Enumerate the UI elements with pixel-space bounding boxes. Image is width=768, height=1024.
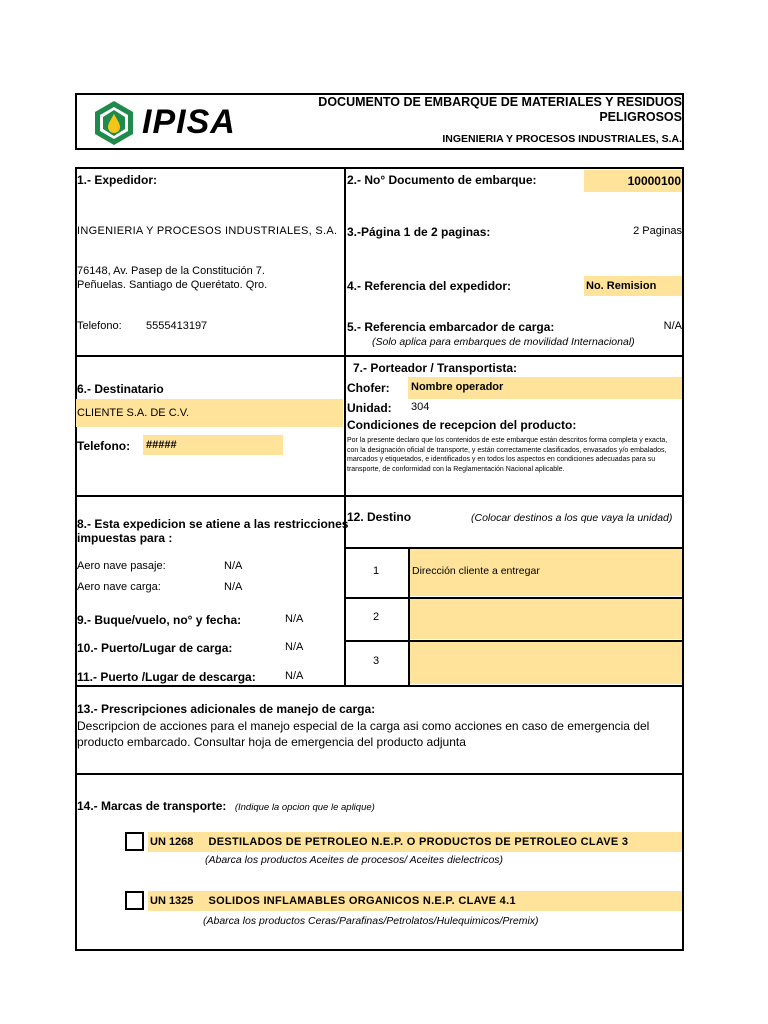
puerto-descarga-label: 11.- Puerto /Lugar de descarga:: [77, 670, 256, 684]
destinatario-label: 6.- Destinatario: [77, 382, 164, 396]
ref-embarcador-note: (Solo aplica para embarques de movilidad Internacional): [372, 336, 635, 348]
ref-expedidor-label: 4.- Referencia del expedidor:: [347, 279, 512, 293]
puerto-descarga-value: N/A: [285, 670, 304, 682]
buque-value: N/A: [285, 613, 304, 625]
aero-carga-label: Aero nave carga:: [77, 581, 161, 593]
destino-row-1-value[interactable]: Dirección cliente a entregar: [410, 549, 682, 596]
destino-note: (Colocar destinos a los que vaya la unidad): [471, 512, 673, 524]
divider: [75, 495, 684, 497]
aero-pasaje-value: N/A: [224, 560, 243, 572]
condiciones-label: Condiciones de recepcion del producto:: [347, 418, 577, 432]
unidad-value: 304: [411, 401, 430, 413]
unidad-label: Unidad:: [347, 401, 392, 415]
un1325-checkbox[interactable]: [125, 891, 144, 910]
destinatario-name[interactable]: CLIENTE S.A. DE C.V.: [76, 399, 343, 427]
un1325-desc: SOLIDOS INFLAMABLES ORGANICOS N.E.P. CLAVE 4.1: [208, 895, 516, 907]
expedidor-address-2: Peñuelas. Santiago de Querétato. Qro.: [77, 279, 268, 291]
buque-label: 9.- Buque/vuelo, no° y fecha:: [77, 613, 242, 627]
doc-title-line2: PELIGROSOS: [599, 110, 682, 124]
un1325-code: UN 1325: [150, 895, 194, 907]
chofer-label: Chofer:: [347, 381, 390, 395]
expedidor-label: 1.- Expedidor:: [77, 173, 158, 187]
destino-row-1-num: 1: [372, 565, 380, 577]
company-name: INGENIERIA Y PROCESOS INDUSTRIALES, S.A.: [442, 133, 682, 145]
marcas-header: [77, 797, 375, 815]
destino-label: 12. Destino: [347, 510, 412, 524]
marcas-note: (Indique la opcion que le aplique): [234, 802, 375, 813]
aero-pasaje-label: Aero nave pasaje:: [77, 560, 166, 572]
chofer-value[interactable]: Nombre operador: [408, 377, 682, 399]
divider: [75, 685, 684, 687]
un1268-bar: [148, 832, 682, 852]
logo-text: IPISA: [142, 103, 236, 141]
condiciones-text: Por la presente declaro que los contenidos de este embarque están descritos forma completa y exacta, con la designación oficial de transporte, y están correctamente clasificados, envasados y/o embalados, marcados y etiquetados, e identificados y en todos los aspectos en condiciones adecuadas para su transporte, de conformidad con la Reglamentación Nacional aplicable.: [347, 437, 668, 473]
expedidor-name: INGENIERIA Y PROCESOS INDUSTRIALES, S.A.: [77, 225, 338, 237]
prescripciones-text-2: producto embarcado. Consultar hoja de emergencia del producto adjunta: [77, 735, 466, 749]
restricciones-label-2: impuestas para :: [77, 531, 173, 545]
divider: [344, 167, 346, 685]
puerto-carga-value: N/A: [285, 641, 304, 653]
destino-row-3-value[interactable]: [410, 642, 682, 684]
ref-embarcador-value: N/A: [663, 320, 682, 332]
un1325-sub: (Abarca los productos Ceras/Parafinas/Petrolatos/Hulequimicos/Premix): [203, 915, 539, 927]
documento-label: 2.- No° Documento de embarque:: [347, 173, 537, 187]
prescripciones-text-1: Descripcion de acciones para el manejo especial de la carga asi como acciones en caso de emergencia del: [77, 719, 650, 733]
logo: [90, 99, 240, 147]
doc-title-line1: DOCUMENTO DE EMBARQUE DE MATERIALES Y RESIDUOS: [318, 95, 682, 109]
un1268-checkbox[interactable]: [125, 832, 144, 851]
aero-carga-value: N/A: [224, 581, 243, 593]
divider: [75, 355, 684, 357]
expedidor-phone-label: Telefono:: [77, 320, 122, 332]
destino-row-2-num: 2: [372, 611, 380, 623]
drop-icon: [92, 99, 136, 147]
documento-value[interactable]: 10000100: [584, 170, 682, 192]
puerto-carga-label: 10.- Puerto/Lugar de carga:: [77, 641, 233, 655]
un1325-bar: [148, 891, 682, 911]
expedidor-phone: 5555413197: [146, 320, 208, 332]
restricciones-label-1: 8.- Esta expedicion se atiene a las restricciones: [77, 517, 349, 531]
destino-row-3-num: 3: [372, 655, 380, 667]
prescripciones-label: 13.- Prescripciones adicionales de manejo de carga:: [77, 702, 376, 716]
un1268-desc: DESTILADOS DE PETROLEO N.E.P. O PRODUCTOS DE PETROLEO CLAVE 3: [208, 836, 629, 848]
pagina-value: 2 Paginas: [633, 225, 682, 237]
destinatario-phone[interactable]: #####: [143, 435, 283, 455]
destinatario-phone-label: Telefono:: [77, 439, 131, 453]
divider: [75, 773, 684, 775]
ref-expedidor-value[interactable]: No. Remision: [584, 276, 682, 296]
un1268-code: UN 1268: [150, 836, 194, 848]
destino-row-2-value[interactable]: [410, 599, 682, 639]
un1268-sub: (Abarca los productos Aceites de procesos/ Aceites dielectricos): [205, 854, 504, 866]
ref-embarcador-label: 5.- Referencia embarcador de carga:: [347, 320, 555, 334]
pagina-label: 3.-Página 1 de 2 paginas:: [347, 225, 491, 239]
porteador-label: 7.- Porteador / Transportista:: [353, 361, 518, 375]
expedidor-address-1: 76148, Av. Pasep de la Constitución 7.: [77, 265, 265, 277]
marcas-label: 14.- Marcas de transporte:: [77, 799, 227, 813]
